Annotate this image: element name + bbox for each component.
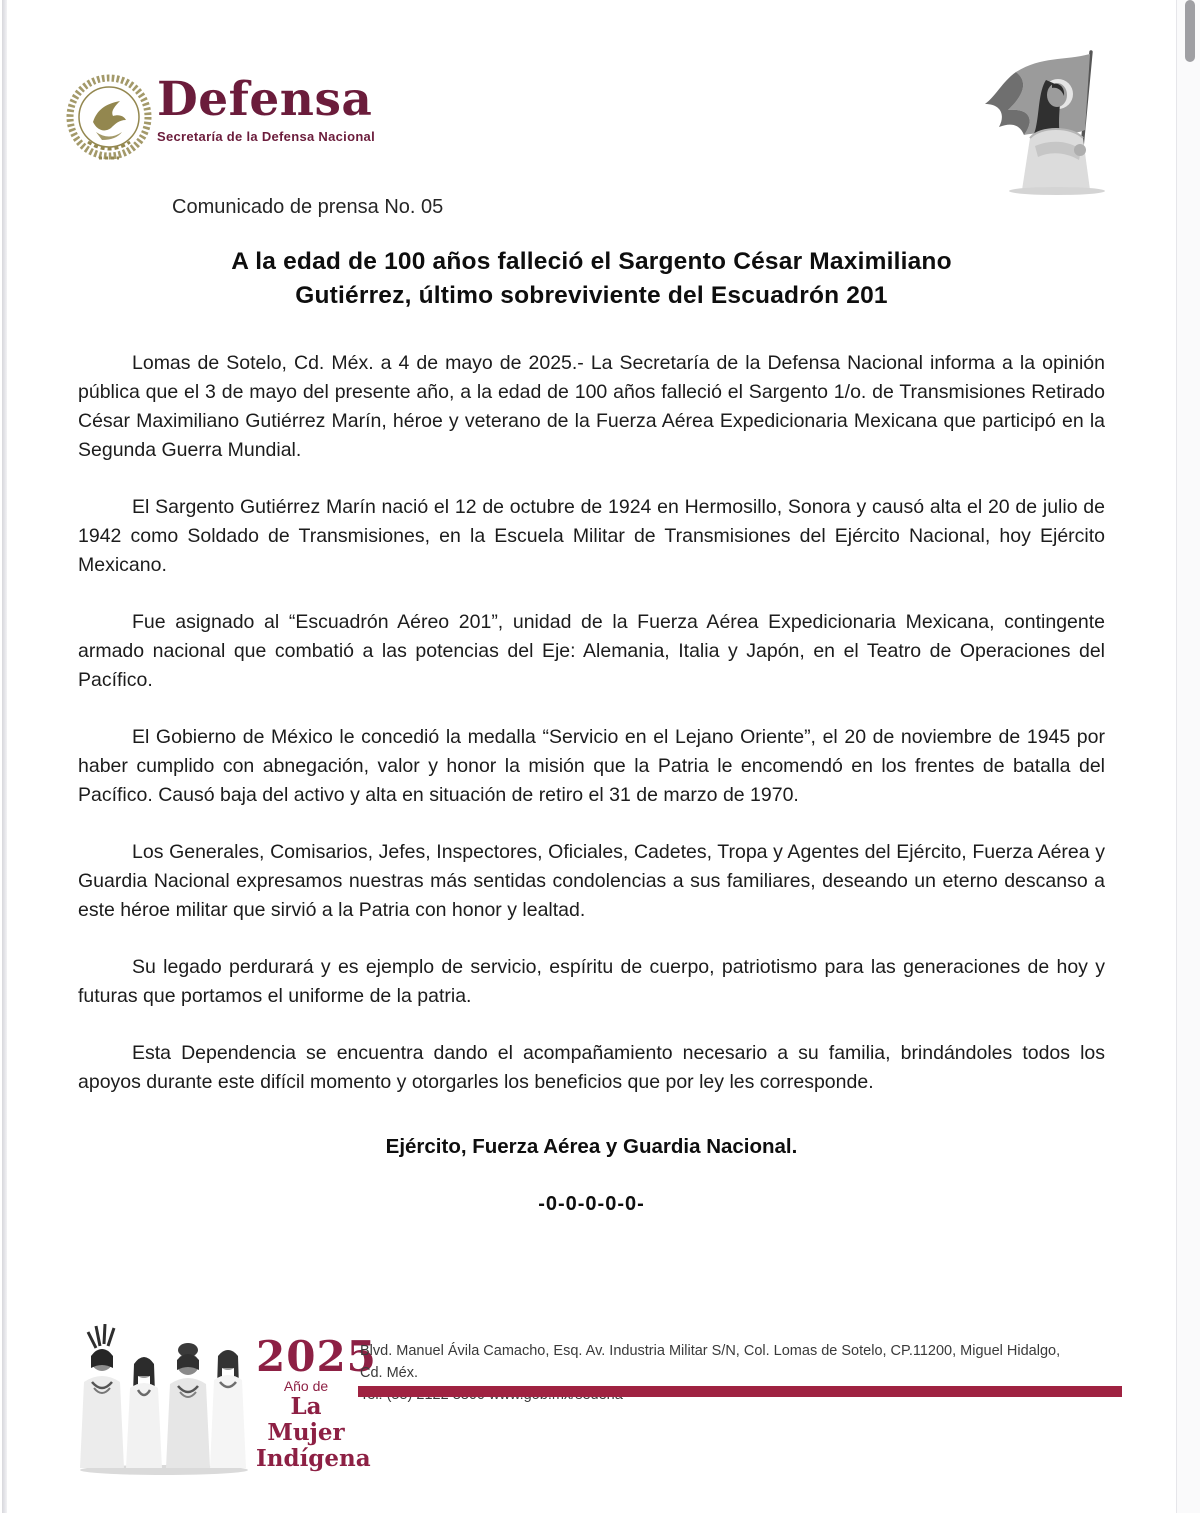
footer-accent-bar [358, 1386, 1122, 1397]
woman-with-flag-illustration [972, 38, 1134, 200]
paragraph: Fue asignado al “Escuadrón Aéreo 201”, unidad de la Fuerza Aérea Expedicionaria Mexicana, contingente armado nacional que combatió a las potencias del Eje: Alemania, Italia y Japón, en el Teatro de Operaciones del Pacífico. [78, 611, 1105, 691]
press-release-number: Comunicado de prensa No. 05 [172, 196, 444, 218]
footer [0, 1318, 1200, 1488]
page-left-edge [2, 0, 7, 1513]
brand-subtitle: Secretaría de la Defensa Nacional [157, 129, 376, 144]
paragraph: Esta Dependencia se encuentra dando el acompañamiento necesario a su familia, brindándoles todos los apoyos durante este difícil momento y otorgarles los beneficios que por ley les corresponde. [78, 1042, 1105, 1093]
closing-line: Ejército, Fuerza Aérea y Guardia Nacional. [385, 1135, 798, 1158]
paragraph: Su legado perdurará y es ejemplo de servicio, espíritu de cuerpo, patriotismo para las generaciones de hoy y futuras que portamos el uniforme de la patria. [78, 956, 1105, 1007]
paragraph: Lomas de Sotelo, Cd. Méx. a 4 de mayo de 2025.- La Secretaría de la Defensa Nacional informa a la opinión pública que el 3 de mayo del presente año, a la edad de 100 años falleció el Sargento 1/o. de Transmisiones Retirado César Maximiliano Gutiérrez Marín, héroe y veterano de la Fuerza Aérea Expedicionaria Mexicana que participó en la Segunda Guerra Mundial. [78, 352, 1105, 461]
brand-wordmark: Defensa [157, 72, 373, 127]
year-emblem [256, 1332, 377, 1472]
paragraph: Los Generales, Comisarios, Jefes, Inspectores, Oficiales, Cadetes, Tropa y Agentes del Ejército, Fuerza Aérea y Guardia Nacional expresamos nuestras más sentidas condolencias a sus familiares, deseando un eterno descanso a este héroe militar que sirvió a la Patria con honor y lealtad. [78, 841, 1105, 921]
paragraph: El Sargento Gutiérrez Marín nació el 12 de octubre de 1924 en Hermosillo, Sonora y causó alta el 20 de julio de 1942 como Soldado de Transmisiones, en la Escuela Militar de Transmisiones del Ejército Nacional, hoy Ejército Mexicano. [78, 496, 1105, 576]
indigenous-women-illustration [72, 1324, 256, 1476]
press-release-body [78, 196, 1105, 1216]
year-number: 2025 [256, 1332, 377, 1381]
header [0, 0, 1200, 200]
page-title [78, 245, 1105, 313]
viewer-right-gutter [1176, 0, 1200, 1513]
title-line: Gutiérrez, último sobreviviente del Escuadrón 201 [295, 282, 888, 309]
brand-block [157, 74, 375, 144]
year-caption: La Mujer [267, 1393, 345, 1446]
national-coat-of-arms-icon [66, 70, 152, 170]
address-line: Blvd. Manuel Ávila Camacho, Esq. Av. Industria Militar S/N, Col. Lomas de Sotelo, CP.11200, Miguel Hidalgo, Cd. Méx. [360, 1343, 1061, 1381]
year-caption: Indígena [256, 1445, 371, 1472]
end-separator: -0-0-0-0-0- [538, 1193, 645, 1215]
year-caption: Año de [283, 1378, 329, 1394]
paragraph: El Gobierno de México le concedió la medalla “Servicio en el Lejano Oriente”, el 20 de noviembre de 1945 por haber cumplido con abnegación, valor y honor la misión que la Patria le encomendó en los frentes de batalla del Pacífico. Causó baja del activo y alta en situación de retiro el 31 de marzo de 1970. [78, 726, 1105, 806]
title-line: A la edad de 100 años falleció el Sargento César Maximiliano [231, 248, 952, 275]
